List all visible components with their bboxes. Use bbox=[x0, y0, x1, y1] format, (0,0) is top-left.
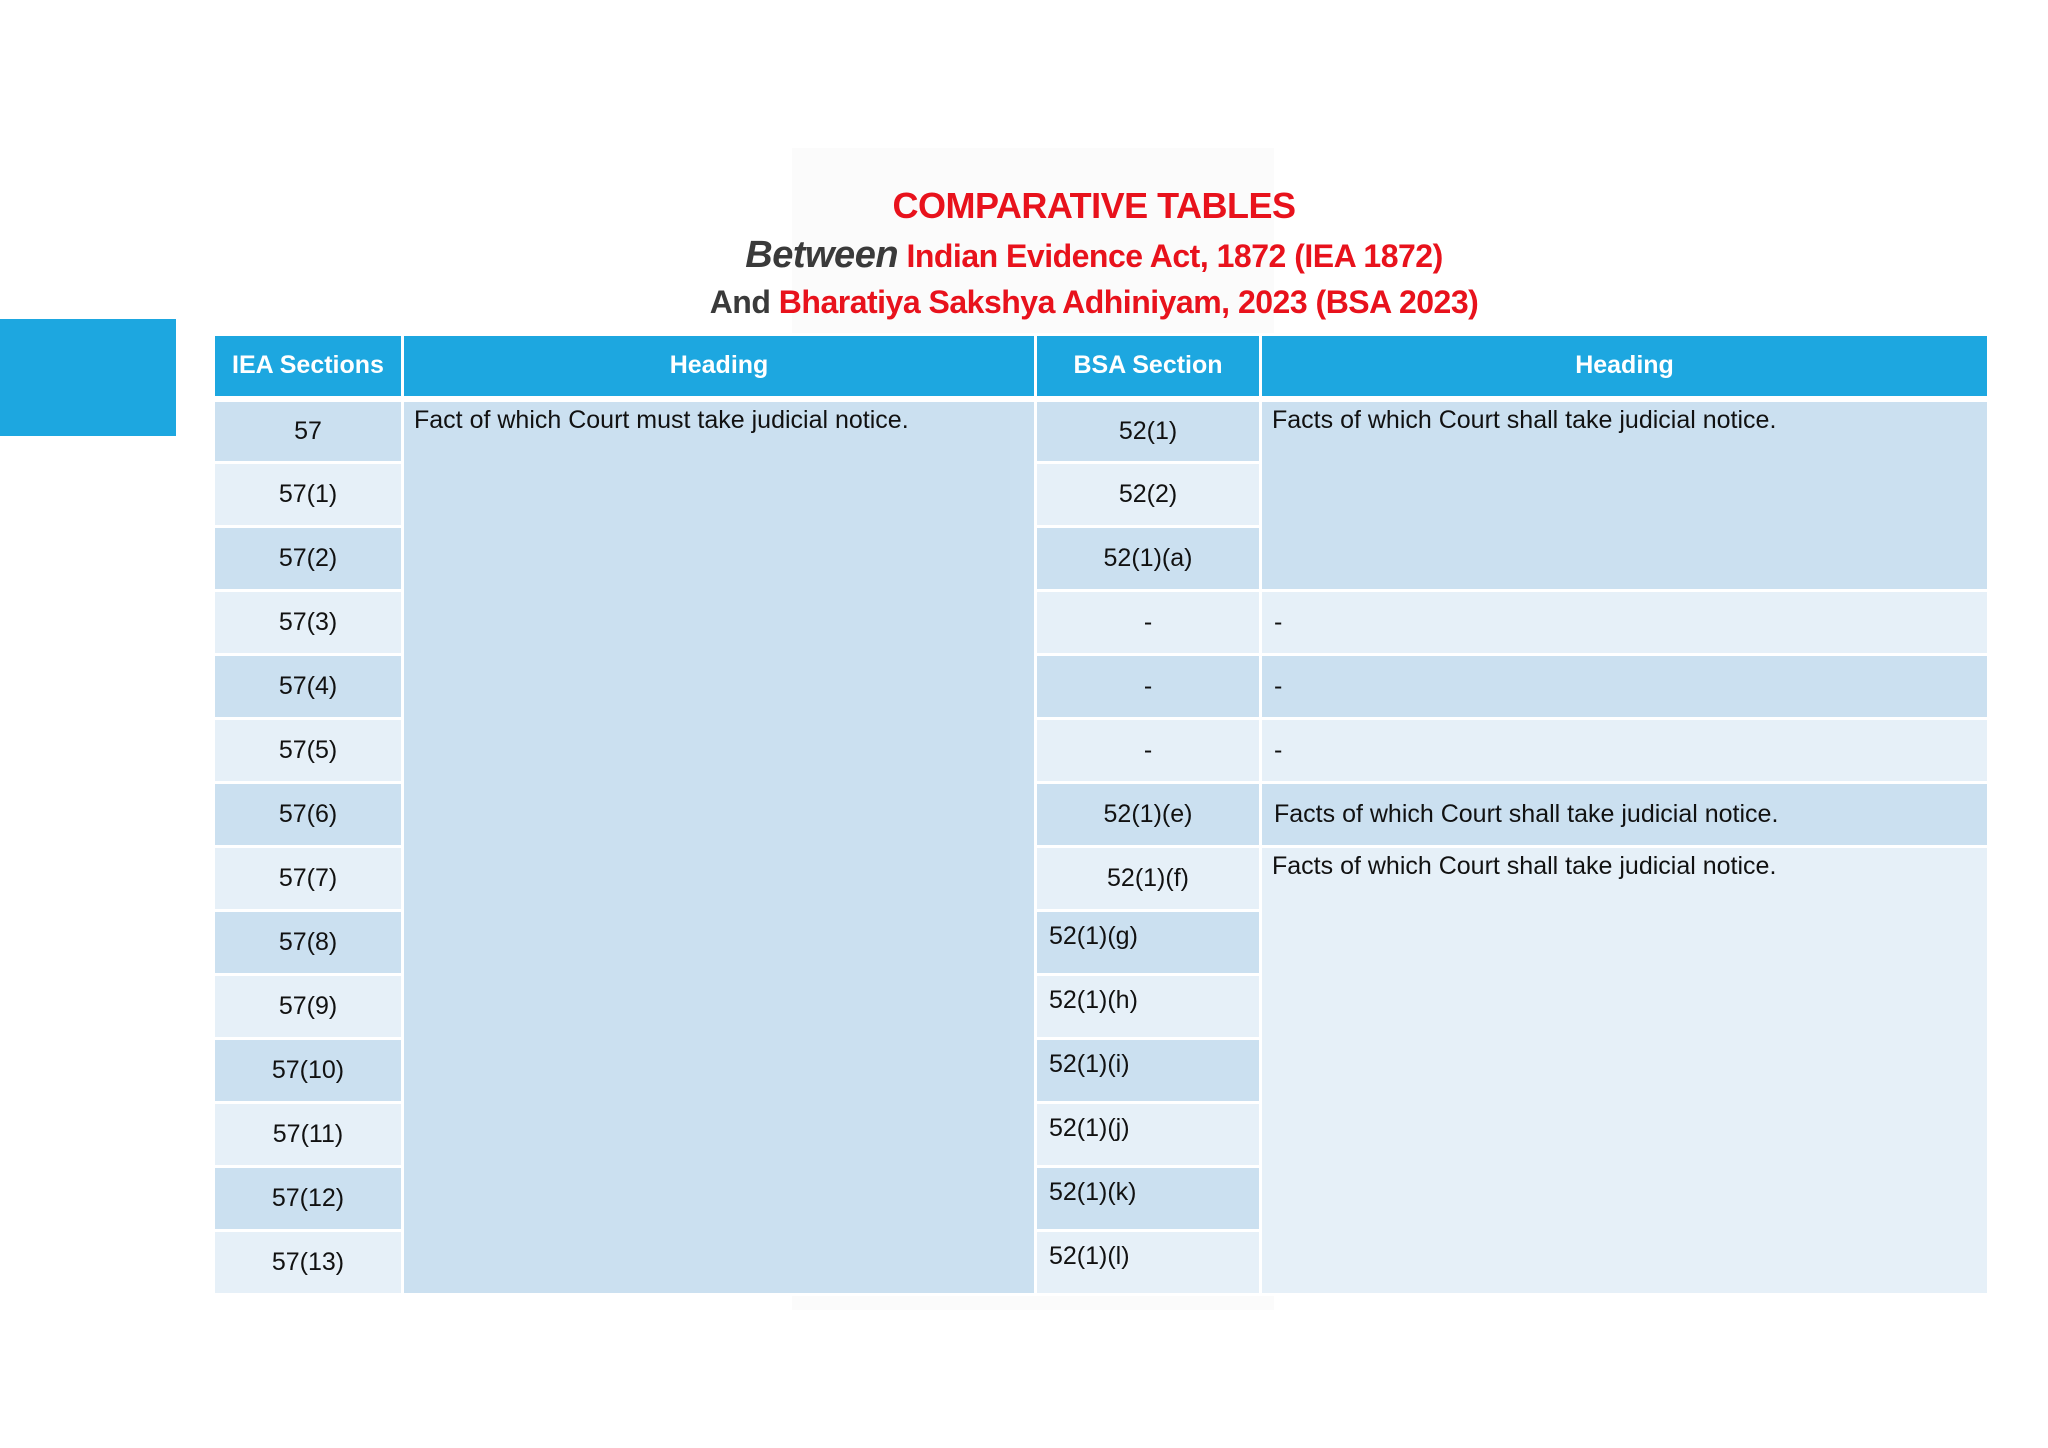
bsa-section-cell: - bbox=[1036, 655, 1261, 719]
iea-section-cell: 57(9) bbox=[214, 975, 403, 1039]
decorative-side-block bbox=[0, 319, 176, 436]
table-row bbox=[214, 399, 1989, 463]
iea-section-cell: 57(3) bbox=[214, 591, 403, 655]
bsa-section-cell: 52(1)(h) bbox=[1036, 975, 1261, 1039]
bsa-section-cell: 52(1)(f) bbox=[1036, 847, 1261, 911]
bsa-section-cell: 52(1)(a) bbox=[1036, 527, 1261, 591]
iea-section-cell: 57(1) bbox=[214, 463, 403, 527]
bsa-heading-cell: Facts of which Court shall take judicial notice. bbox=[1261, 399, 1989, 591]
bsa-section-cell: 52(1)(e) bbox=[1036, 783, 1261, 847]
bsa-section-cell: 52(1)(l) bbox=[1036, 1231, 1261, 1295]
bsa-heading-cell: Facts of which Court shall take judicial notice. bbox=[1261, 847, 1989, 1295]
header-bsa-heading: Heading bbox=[1261, 335, 1989, 399]
bsa-section-cell: - bbox=[1036, 719, 1261, 783]
iea-section-cell: 57(13) bbox=[214, 1231, 403, 1295]
bsa-act-name: Bharatiya Sakshya Adhiniyam, 2023 (BSA 2023) bbox=[778, 284, 1479, 320]
subtitle-line-2 bbox=[560, 279, 1628, 325]
and-word: And bbox=[709, 284, 771, 320]
bsa-section-cell: 52(1)(k) bbox=[1036, 1167, 1261, 1231]
bsa-heading-cell: Facts of which Court shall take judicial notice. bbox=[1261, 783, 1989, 847]
iea-act-name: Indian Evidence Act, 1872 (IEA 1872) bbox=[906, 238, 1443, 274]
between-word: Between bbox=[745, 234, 899, 276]
bsa-section-cell: 52(1)(j) bbox=[1036, 1103, 1261, 1167]
subtitle-line-1 bbox=[560, 232, 1628, 279]
comparison-table bbox=[212, 333, 1990, 1296]
iea-section-cell: 57(10) bbox=[214, 1039, 403, 1103]
bsa-heading-cell: - bbox=[1261, 719, 1989, 783]
bsa-section-cell: 52(1)(i) bbox=[1036, 1039, 1261, 1103]
iea-section-cell: 57(2) bbox=[214, 527, 403, 591]
bsa-section-cell: 52(1) bbox=[1036, 399, 1261, 463]
header-bsa-section: BSA Section bbox=[1036, 335, 1261, 399]
bsa-heading-cell: - bbox=[1261, 591, 1989, 655]
iea-section-cell: 57(11) bbox=[214, 1103, 403, 1167]
header-iea-sections: IEA Sections bbox=[214, 335, 403, 399]
bsa-section-cell: 52(1)(g) bbox=[1036, 911, 1261, 975]
bsa-section-cell: - bbox=[1036, 591, 1261, 655]
iea-heading-cell: Fact of which Court must take judicial notice. bbox=[403, 399, 1036, 1295]
iea-section-cell: 57(7) bbox=[214, 847, 403, 911]
bsa-section-cell: 52(2) bbox=[1036, 463, 1261, 527]
iea-section-cell: 57(5) bbox=[214, 719, 403, 783]
table-header-row bbox=[214, 335, 1989, 399]
iea-section-cell: 57(4) bbox=[214, 655, 403, 719]
iea-section-cell: 57(8) bbox=[214, 911, 403, 975]
header-iea-heading: Heading bbox=[403, 335, 1036, 399]
title-block bbox=[560, 182, 1628, 325]
iea-section-cell: 57(6) bbox=[214, 783, 403, 847]
iea-section-cell: 57(12) bbox=[214, 1167, 403, 1231]
main-title: COMPARATIVE TABLES bbox=[892, 185, 1296, 226]
bsa-heading-cell: - bbox=[1261, 655, 1989, 719]
iea-section-cell: 57 bbox=[214, 399, 403, 463]
